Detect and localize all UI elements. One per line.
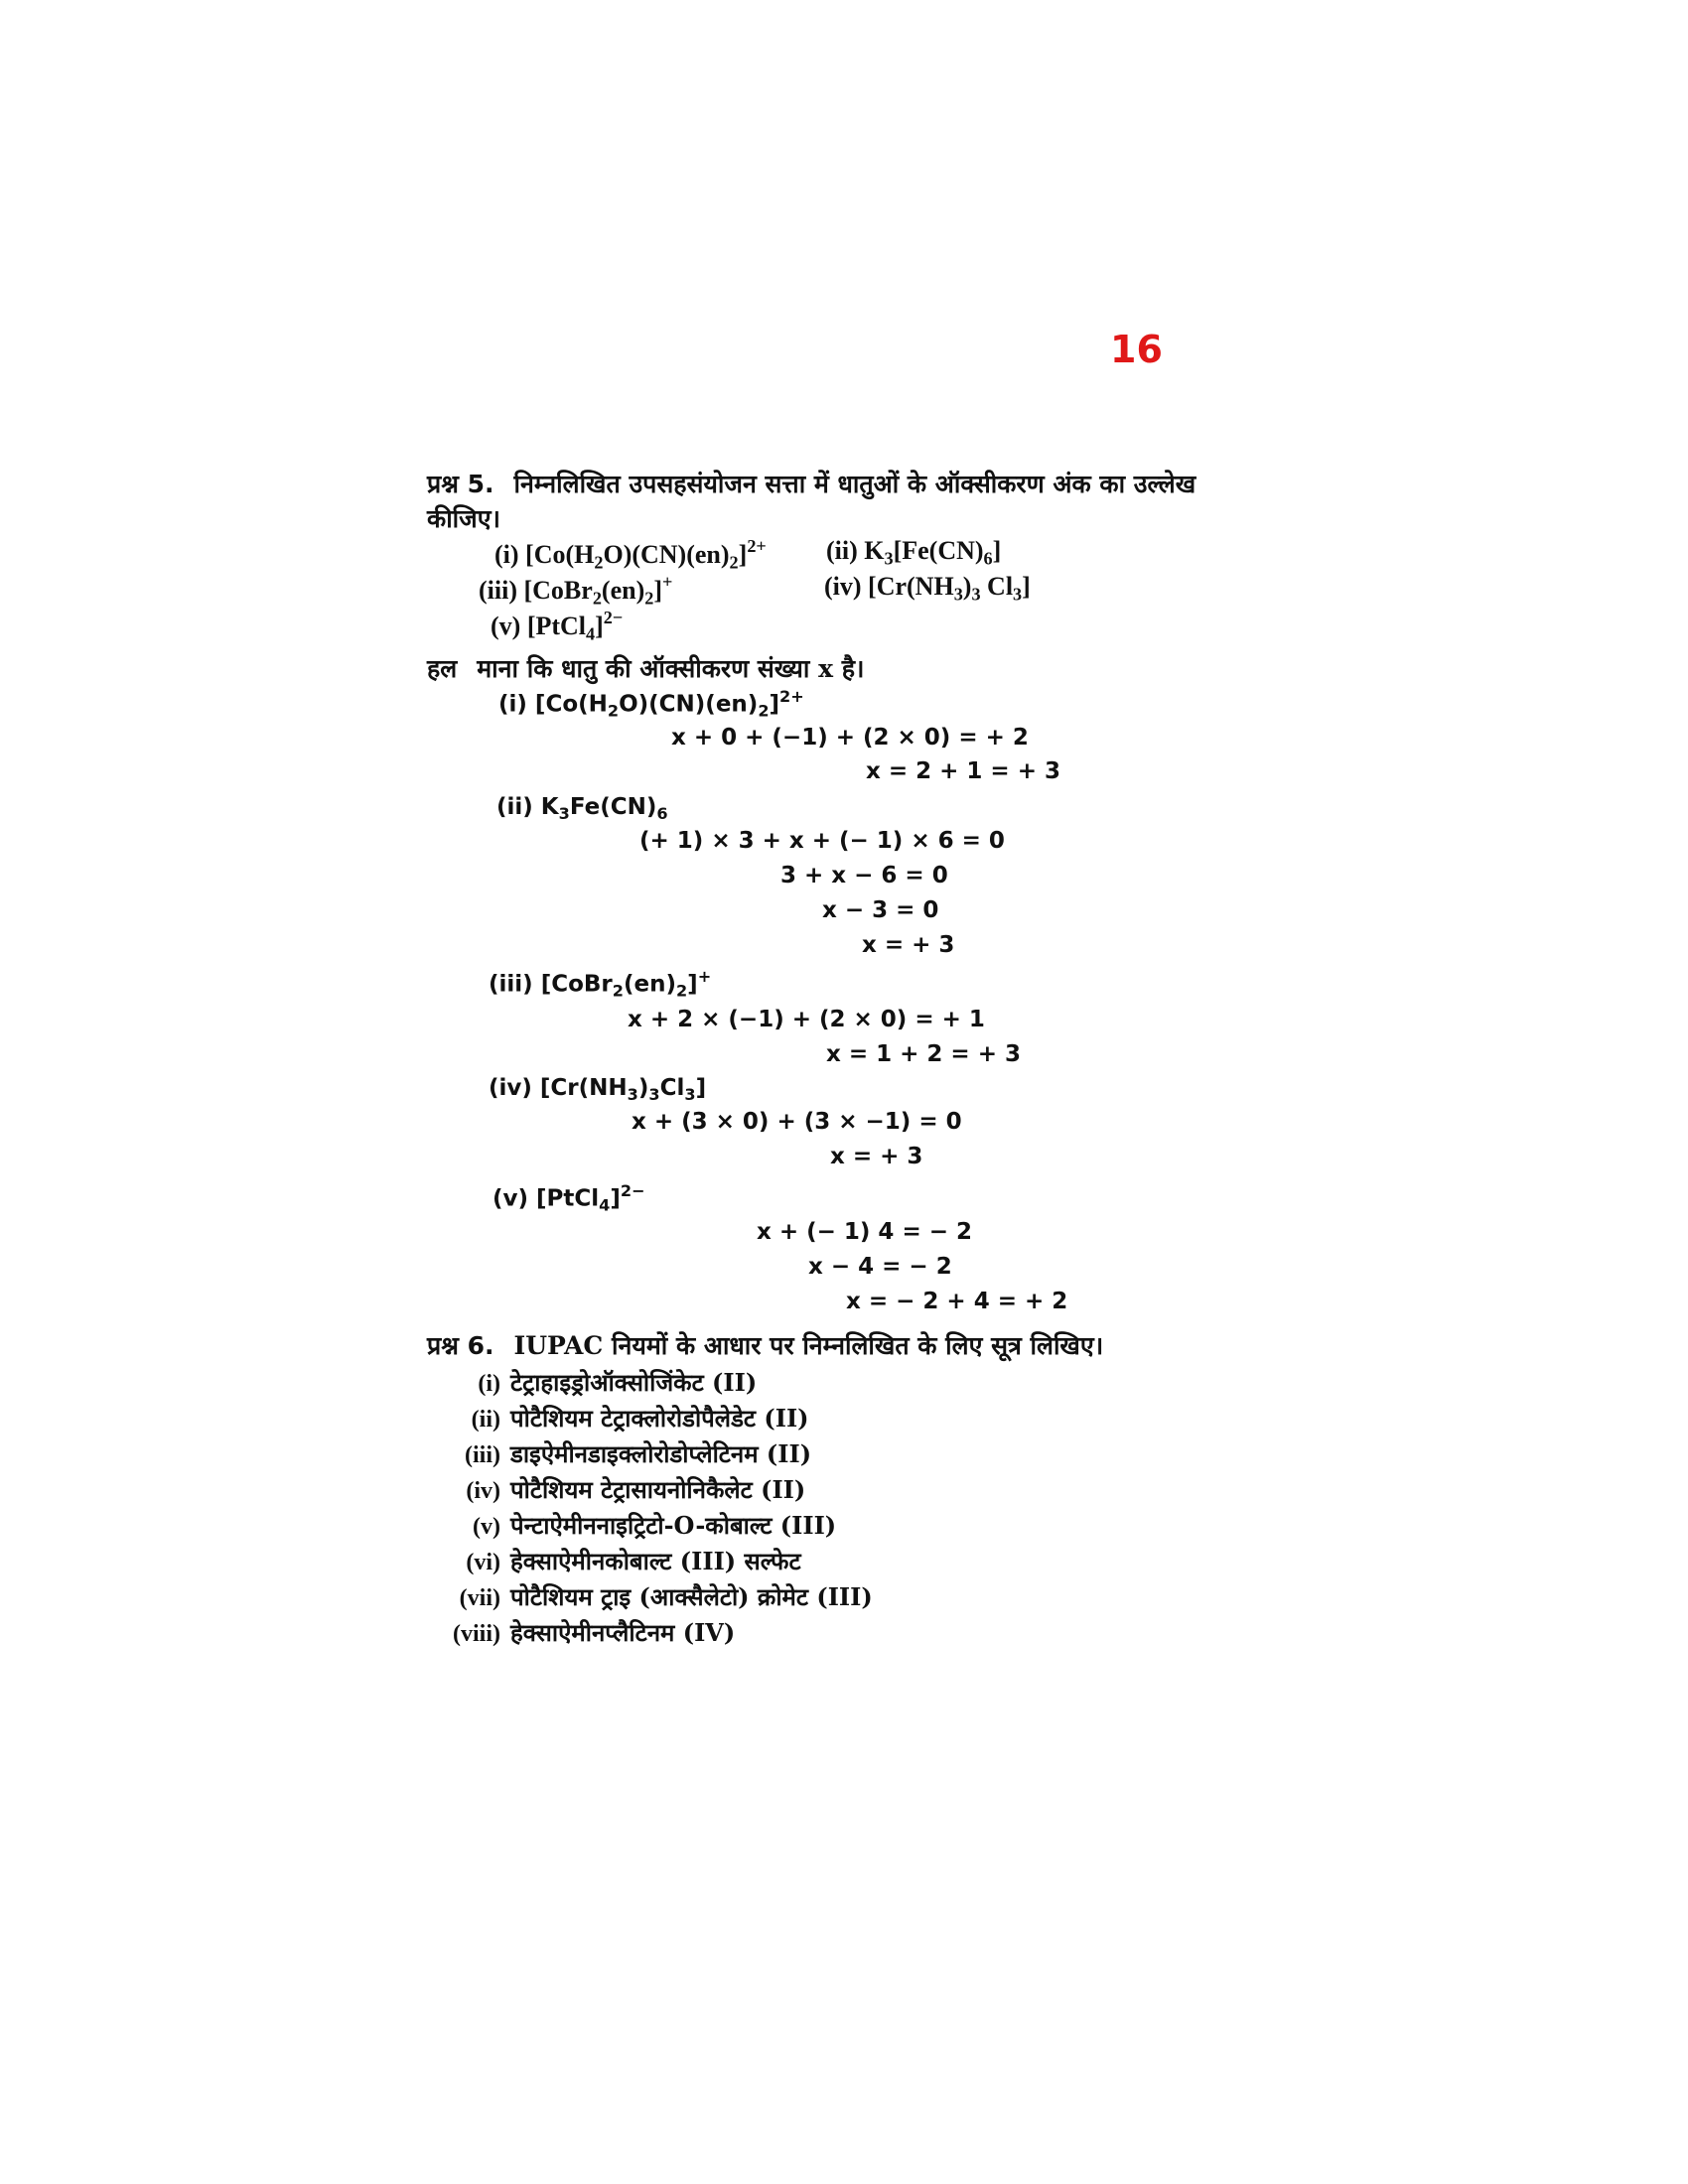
sol-ii-eq1: (+ 1) × 3 + x + (− 1) × 6 = 0 xyxy=(639,828,1005,854)
sol-iii-eq1: x + 2 × (−1) + (2 × 0) = + 1 xyxy=(628,1007,985,1032)
sol-ii-eq3: x − 3 = 0 xyxy=(822,897,939,923)
q5-item-ii: (ii) $K_3[Fe(CN)_6]$ xyxy=(826,536,1002,569)
sol-i-eq1: x + 0 + (−1) + (2 × 0) = + 2 xyxy=(671,725,1029,751)
sol-v-eq2: x − 4 = − 2 xyxy=(808,1254,952,1280)
sol-i-heading: (i) $[Co(H_2O)(CN)(en)_2]^{2+}$ xyxy=(498,687,804,721)
question-5-line2: कीजिए। xyxy=(427,504,501,533)
question-6-text: IUPAC नियमों के आधार पर निम्नलिखित के लिए सूत्र लिखिए। xyxy=(513,1331,1104,1360)
sol-i-eq2: x = 2 + 1 = + 3 xyxy=(866,758,1060,784)
sol-v-eq1: x + (− 1) 4 = − 2 xyxy=(757,1219,973,1245)
question-5-line1 xyxy=(427,467,1196,500)
q6-item: (iv) पोटैशियम टेट्रासायनोनिकैलेट (II) xyxy=(466,1475,806,1504)
sol-iv-heading: (iv) $[Cr(NH_3)_3Cl_3]$ xyxy=(489,1075,707,1104)
question-6-label: प्रश्न 6. xyxy=(427,1331,494,1360)
q5-item-i: (i) $[Co(H_2O)(CN)(en)_2]^{2+}$ xyxy=(494,536,767,573)
question-6-line xyxy=(427,1328,1103,1362)
q5-item-v: (v) [PtCl$_4$]$^{2-}$ xyxy=(491,608,624,644)
question-5-text: निम्नलिखित उपसहसंयोजन सत्ता में धातुओं के ऑक्सीकरण अंक का उल्लेख xyxy=(513,470,1196,498)
q6-item-list xyxy=(443,1366,873,1652)
sol-iv-eq2: x = + 3 xyxy=(830,1144,923,1169)
page-number: 16 xyxy=(1110,328,1163,371)
sol-v-heading: (v) [PtCl$_4$]$^{2-}$ xyxy=(492,1181,645,1215)
q6-item: (viii) हेक्साऐमीनप्लैटिनम (IV) xyxy=(453,1618,736,1647)
q6-item: (i) टेट्राहाइड्रोऑक्सोजिंकेट (II) xyxy=(478,1368,758,1397)
sol-ii-heading: (ii) $K_3Fe(CN)_6$ xyxy=(496,794,668,823)
solution-intro-line xyxy=(427,651,864,685)
sol-iii-heading: (iii) $[CoBr_2(en)_2]^+$ xyxy=(489,967,712,1001)
sol-iii-eq2: x = 1 + 2 = + 3 xyxy=(826,1041,1021,1067)
q6-item: (vi) हेक्साऐमीनकोबाल्ट (III) सल्फेट xyxy=(466,1547,801,1575)
q5-item-iv: (iv) [$Cr(NH_3)_3$ $Cl_3$] xyxy=(824,572,1031,605)
q5-item-iii: (iii) $[CoBr_2(en)_2]^+$ xyxy=(479,572,673,609)
solution-intro: माना कि धातु की ऑक्सीकरण संख्या x है। xyxy=(477,654,865,683)
solution-label: हल xyxy=(427,654,458,683)
sol-ii-eq4: x = + 3 xyxy=(862,932,955,958)
sol-v-eq3: x = − 2 + 4 = + 2 xyxy=(846,1289,1068,1314)
q6-item: (vii) पोटैशियम ट्राइ (आक्सैलेटो) क्रोमेट (III) xyxy=(459,1582,873,1611)
q6-item: (iii) डाइऐमीनडाइक्लोरोडोप्लेटिनम (II) xyxy=(465,1439,812,1468)
sol-iv-eq1: x + (3 × 0) + (3 × −1) = 0 xyxy=(632,1109,962,1135)
q6-item: (ii) पोटैशियम टेट्राक्लोरोडोपैलेडेट (II) xyxy=(471,1404,809,1433)
q6-item: (v) पेन्टाऐमीननाइट्रिटो-O-कोबाल्ट (III) xyxy=(473,1511,837,1540)
sol-ii-eq2: 3 + x − 6 = 0 xyxy=(780,863,948,888)
question-5-label: प्रश्न 5. xyxy=(427,470,494,498)
